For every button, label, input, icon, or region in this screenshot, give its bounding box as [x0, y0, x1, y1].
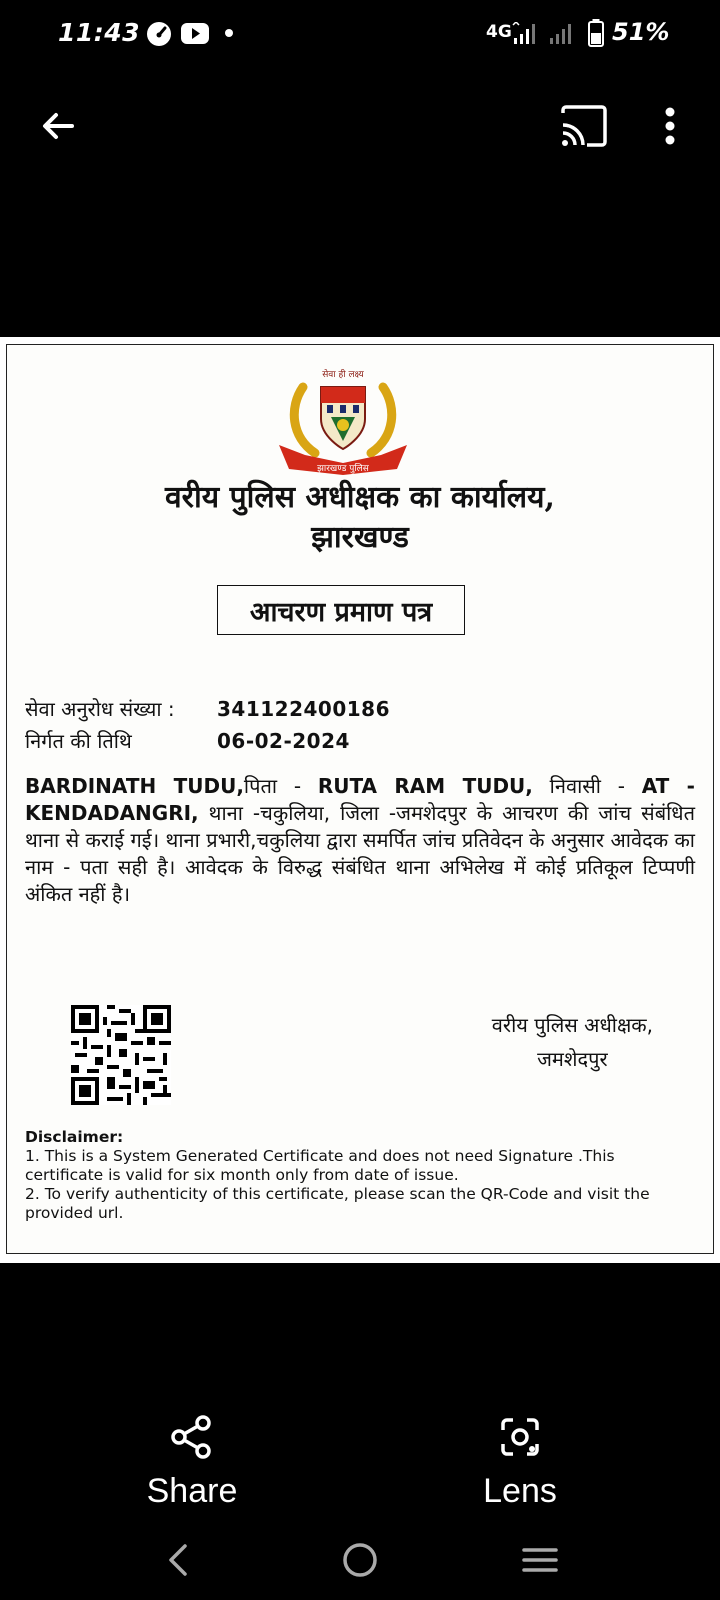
lens-icon	[497, 1414, 543, 1460]
signal-icon-2	[548, 22, 574, 46]
status-bar	[0, 0, 720, 68]
applicant-name: BARDINATH TUDU,	[25, 774, 244, 798]
top-app-bar	[0, 88, 720, 164]
applicant-address: AT - KENDADANGRI,	[25, 774, 695, 825]
disclaimer	[25, 1128, 695, 1223]
certificate-body	[25, 773, 695, 908]
lens-button[interactable]	[440, 1414, 600, 1511]
request-number-label: सेवा अनुरोध संख्या :	[25, 697, 175, 721]
disclaimer-item-2: 2. To verify authenticity of this certificate, please scan the QR-Code and visit the provided url.	[25, 1185, 650, 1222]
request-number-row	[25, 695, 390, 722]
share-button[interactable]	[112, 1414, 272, 1511]
speedometer-icon	[146, 21, 172, 47]
youtube-icon	[181, 23, 209, 44]
more-options-button[interactable]	[640, 88, 700, 164]
office-name: वरीय पुलिस अधीक्षक का कार्यालय,	[165, 480, 555, 515]
qr-code	[71, 1005, 171, 1105]
certificate-title: आचरण प्रमाण पत्र	[217, 585, 465, 635]
status-time: 11:43	[58, 18, 141, 47]
office-state: झारखण्ड	[311, 520, 409, 555]
signal-icon	[512, 22, 538, 46]
more-vert-icon	[663, 106, 677, 146]
nav-home-button[interactable]	[330, 1535, 390, 1585]
issue-date-label: निर्गत की तिथि	[25, 729, 132, 753]
battery-icon	[588, 19, 604, 47]
share-icon	[169, 1414, 215, 1460]
lens-label: Lens	[483, 1472, 557, 1510]
nav-back-button[interactable]	[148, 1535, 208, 1585]
disclaimer-heading: Disclaimer:	[25, 1128, 124, 1146]
issue-date-value: 06-02-2024	[217, 729, 350, 753]
signatory-title: वरीय पुलिस अधीक्षक,	[491, 1013, 653, 1037]
jharkhand-police-emblem	[275, 357, 411, 477]
battery-percent: 51%	[612, 18, 670, 46]
emblem-motto: सेवा ही लक्ष्य	[322, 370, 364, 380]
body-resident-label: निवासी -	[532, 774, 642, 798]
cast-icon	[559, 105, 609, 147]
share-label: Share	[146, 1472, 238, 1510]
father-name: RUTA RAM TUDU,	[317, 774, 533, 798]
cast-button[interactable]	[554, 88, 614, 164]
emblem-ribbon-text: झारखण्ड पुलिस	[317, 464, 369, 474]
request-number-value: 341122400186	[217, 697, 390, 721]
disclaimer-item-1: 1. This is a System Generated Certificate and does not need Signature .This certificate is valid for six month only from date of issue.	[25, 1147, 615, 1184]
body-father-label: पिता -	[243, 774, 318, 798]
back-button[interactable]	[28, 88, 88, 164]
issue-date-row	[25, 727, 350, 754]
nav-back-icon	[163, 1543, 193, 1577]
dot-icon	[224, 28, 234, 38]
body-statement: थाना -चकुलिया, जिला -जमशेदपुर के आचरण की जांच संबंधित थाना से कराई गई। थाना प्रभारी,चकुलिया द्वारा समर्पित जांच प्रतिवेदन के अनुसार आवेदक का नाम - पता सही है। आवेदक के विरुद्ध संबंधित थाना अभिलेख में कोई प्रतिकूल टिप्पणी अंकित नहीं है।	[25, 801, 695, 906]
nav-recents-button[interactable]	[510, 1535, 570, 1585]
certificate-document	[6, 344, 714, 1254]
signatory	[492, 1008, 653, 1076]
nav-home-icon	[341, 1541, 379, 1579]
signatory-place: जमशेदपुर	[537, 1047, 608, 1071]
network-type: 4G	[486, 22, 512, 42]
back-arrow-icon	[38, 106, 78, 146]
nav-recents-icon	[521, 1545, 559, 1575]
photo-view[interactable]	[0, 337, 720, 1263]
